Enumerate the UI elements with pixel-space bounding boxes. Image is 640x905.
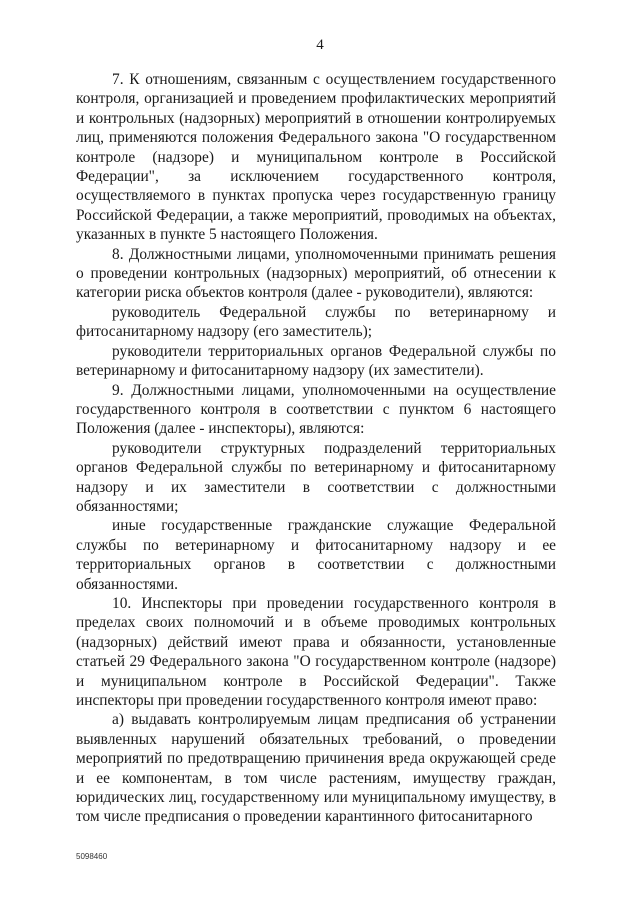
paragraph-10-item-a: а) выдавать контролируемым лицам предписания об устранении выявленных нарушений обязательных требований, о проведении мероприятий по предотвращению причинения вреда окружающей среде и ее компонентам, в том числе растениям, имуществу граждан, юридических лиц, государственному или муниципальному имуществу, в том числе предписания о проведении карантинного фитосанитарного (76, 711, 556, 826)
paragraph-7: 7. К отношениям, связанным с осуществлением государственного контроля, организацией и проведением профилактических мероприятий и контрольных (надзорных) мероприятий в отношении контролируемых лиц, применяются положения Федерального закона "О государственном контроле (надзоре) и муниципальном контроле в Российской Федерации", за исключением государственного контроля, осуществляемого в пунктах пропуска через государственную границу Российской Федерации, а также мероприятий, проводимых на объектах, указанных в пункте 5 настоящего Положения. (76, 71, 556, 244)
document-code: 5098460 (76, 852, 108, 861)
document-body (76, 70, 556, 827)
paragraph-8: 8. Должностными лицами, уполномоченными принимать решения о проведении контрольных (надзорных) мероприятий, об отнесении к категории риска объектов контроля (далее - руководители), являются: (76, 245, 556, 302)
paragraph-10: 10. Инспекторы при проведении государственного контроля в пределах своих полномочий и в объеме проводимых контрольных (надзорных) действий имеют права и обязанности, установленные статьей 29 Федерального закона "О государственном контроле (надзоре) и муниципальном контроле в Российской Федерации". Также инспекторы при проведении государственного контроля имеют право: (76, 594, 556, 709)
paragraph-9: 9. Должностными лицами, уполномоченными на осуществление государственного контроля в соответствии с пунктом 6 настоящего Положения (далее - инспекторы), являются: (76, 381, 556, 438)
paragraph-8-item-2: руководители территориальных органов Федеральной службы по ветеринарному и фитосанитарному надзору (их заместители). (76, 342, 556, 380)
page-number: 4 (316, 37, 324, 53)
paragraph-9-item-1: руководители структурных подразделений территориальных органов Федеральной службы по ветеринарному и фитосанитарному надзору и их заместители в соответствии с должностными обязанностями; (76, 439, 556, 515)
paragraph-8-item-1: руководитель Федеральной службы по ветеринарному и фитосанитарному надзору (его заместитель); (76, 303, 556, 341)
paragraph-9-item-2: иные государственные гражданские служащие Федеральной службы по ветеринарному и фитосанитарному надзору и ее территориальных органов в соответствии с должностными обязанностями. (76, 517, 556, 593)
